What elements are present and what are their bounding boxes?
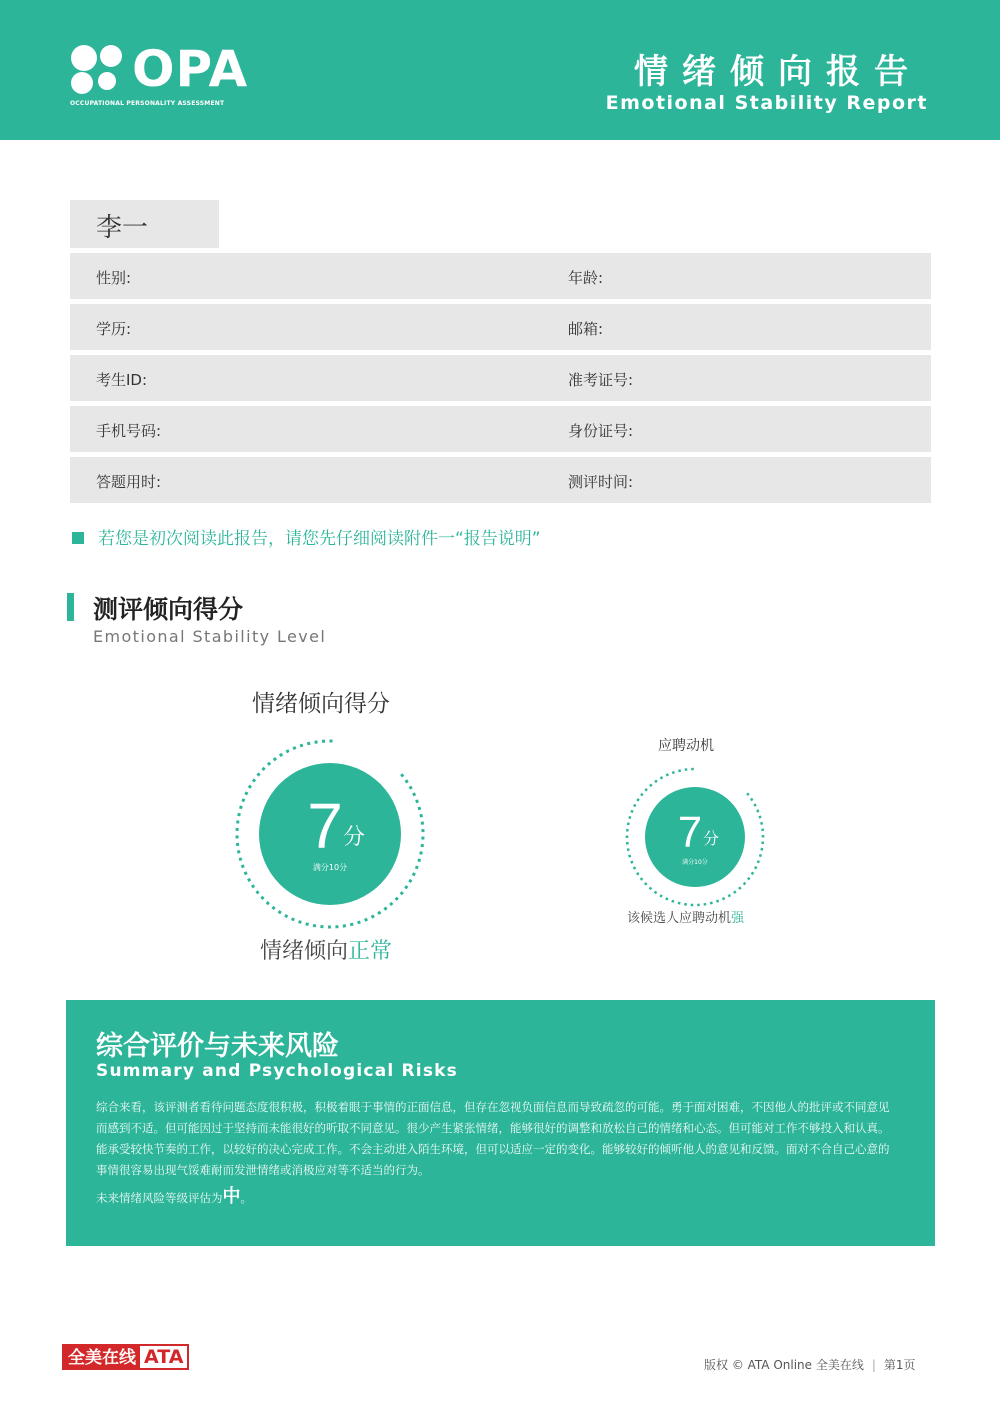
- gauge-score-value: 7: [677, 808, 703, 857]
- gauge-full-mark: 满分10分: [312, 863, 348, 872]
- report-header: [0, 0, 1000, 140]
- field-phone: 手机号码:: [96, 422, 162, 440]
- field-email: 邮箱:: [568, 320, 604, 338]
- field-education: 学历:: [96, 320, 132, 338]
- candidate-name: 李一: [70, 200, 219, 248]
- field-id-number: 身份证号:: [568, 422, 634, 440]
- emotional-score-gauge: [232, 736, 428, 932]
- opa-logo: [70, 40, 270, 114]
- copyright-text: 版权 © ATA Online 全美在线: [704, 1358, 864, 1372]
- info-row: [70, 253, 931, 299]
- reading-notice: [72, 524, 541, 549]
- motivation-result: [627, 907, 744, 926]
- ata-logo-cn: 全美在线: [64, 1346, 140, 1368]
- emotional-result-level: 正常: [348, 939, 393, 964]
- info-row: [70, 355, 931, 401]
- gauge-full-mark: 满分10分: [682, 859, 708, 866]
- risk-level: 中: [222, 1186, 241, 1207]
- summary-body: 综合来看，该评测者看待问题态度很积极，积极着眼于事情的正面信息，但存在忽视负面信息而导致疏忽的可能。勇于面对困难，不因他人的批评或不同意见而感到不适。但可能因过于坚持而未能很好的听取不同意见。很少产生紧张情绪，能够很好的调整和放松自己的情绪和心态。但可能对工作不够投入和认真。能承受较快节奏的工作，以较好的决心完成工作。不会主动进入陌生环境，但可以适应一定的变化。能够较好的倾听他人的意见和反馈。面对不合自己心意的事情很容易出现气馁难耐而发泄情绪或消极应对等不适当的行为。: [96, 1100, 890, 1177]
- field-age: 年龄:: [568, 269, 604, 287]
- emotional-result-prefix: 情绪倾向: [260, 939, 349, 964]
- emotional-score-label: 情绪倾向得分: [252, 691, 390, 717]
- section-title: 测评倾向得分: [93, 595, 244, 624]
- gauge-score-unit: 分: [702, 829, 720, 848]
- summary-panel: [66, 1000, 935, 1246]
- section-subtitle: Emotional Stability Level: [93, 627, 327, 646]
- footer-separator: |: [871, 1358, 876, 1372]
- logo-text: OPA: [132, 40, 249, 98]
- summary-title: 综合评价与未来风险: [96, 1031, 339, 1062]
- notice-text: 若您是初次阅读此报告，请您先仔细阅读附件一“报告说明”: [98, 529, 541, 549]
- summary-subtitle: Summary and Psychological Risks: [96, 1061, 458, 1081]
- motivation-result-level: 强: [731, 911, 745, 926]
- motivation-result-prefix: 该候选人应聘动机: [627, 911, 732, 926]
- risk-prefix: 未来情绪风险等级评估为: [96, 1191, 223, 1205]
- page-number: 第1页: [883, 1358, 916, 1372]
- report-title: 情绪倾向报告: [634, 52, 922, 92]
- motivation-score-gauge: [622, 764, 768, 910]
- emotional-result: [260, 934, 392, 965]
- report-subtitle: Emotional Stability Report: [605, 92, 928, 114]
- field-candidate-id: 考生ID:: [96, 371, 148, 389]
- info-row: [70, 457, 931, 503]
- opa-logo-mark-icon: [70, 44, 130, 96]
- ata-logo-en: ATA: [140, 1346, 187, 1368]
- motivation-score-label: 应聘动机: [658, 738, 714, 754]
- logo-subtitle: OCCUPATIONAL PERSONALITY ASSESSMENT: [70, 100, 225, 107]
- field-answer-time: 答题用时:: [96, 473, 162, 491]
- field-admission-number: 准考证号:: [568, 371, 634, 389]
- info-row: [70, 304, 931, 350]
- ata-logo: [62, 1344, 189, 1370]
- section-accent-bar: [67, 593, 74, 621]
- footer-copyright: [704, 1356, 916, 1373]
- field-gender: 性别:: [96, 269, 132, 287]
- risk-assessment: [96, 1182, 252, 1208]
- gauge-score-value: 7: [307, 790, 343, 862]
- info-row: [70, 406, 931, 452]
- notice-square-icon: [72, 532, 84, 544]
- field-test-time: 测评时间:: [568, 473, 634, 491]
- gauge-score-unit: 分: [342, 825, 366, 850]
- risk-suffix: 。: [240, 1191, 252, 1205]
